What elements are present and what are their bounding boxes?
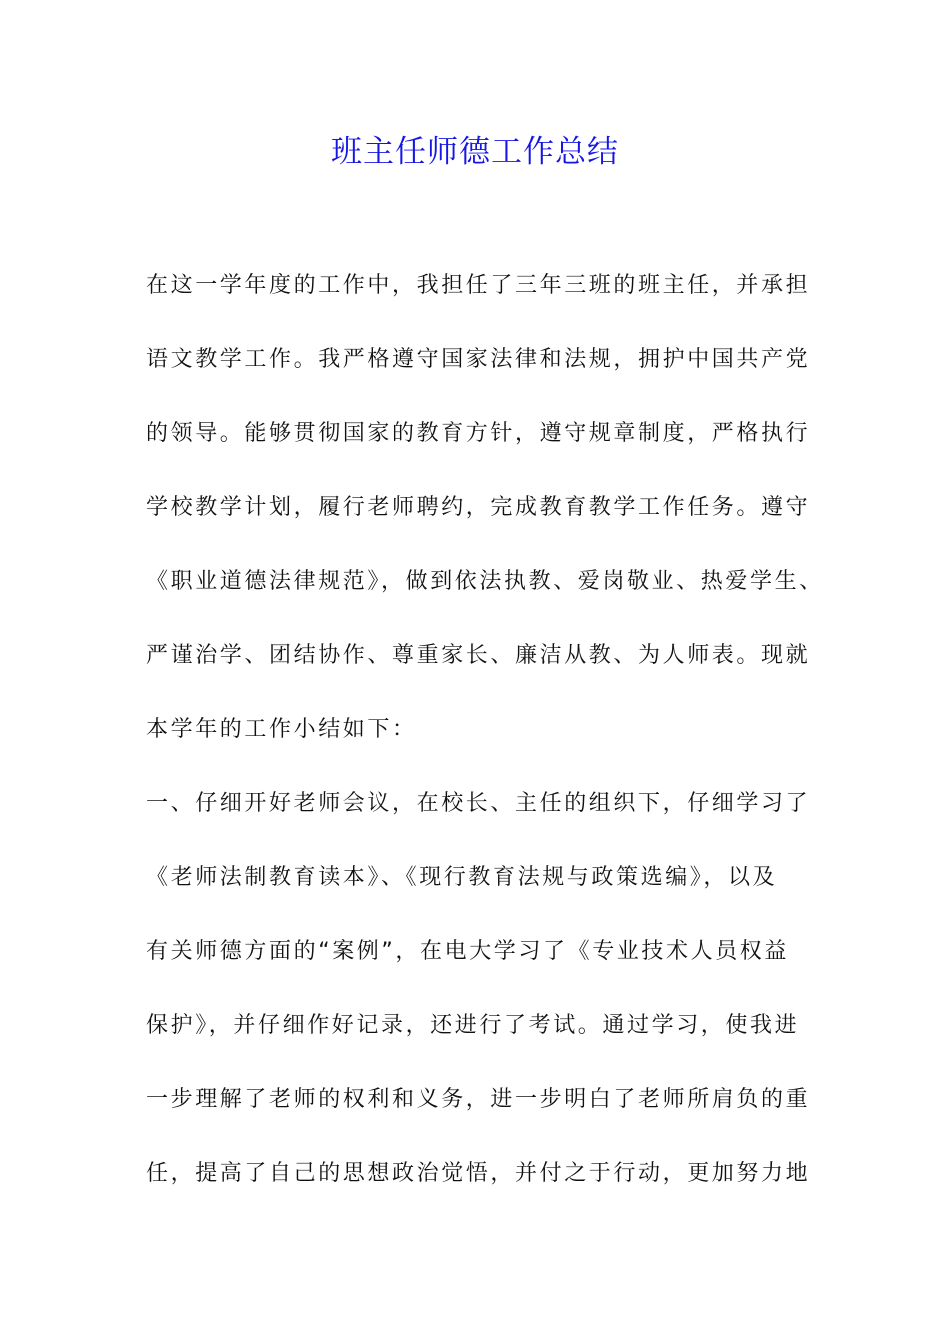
body-line-1: 在这一学年度的工作中，我担任了三年三班的班主任，并承担 [146,273,811,298]
body-line-9: 《老师法制教育读本》、《现行教育法规与政策选编》，以及 [146,865,778,890]
body-line-3: 的领导。能够贯彻国家的教育方针，遵守规章制度，严格执行 [146,421,811,446]
document-title: 班主任师德工作总结 [331,134,619,170]
body-line-12: 一步理解了老师的权利和义务，进一步明白了老师所肩负的重 [146,1087,811,1112]
body-line-4: 学校教学计划，履行老师聘约，完成教育教学工作任务。遵守 [146,495,811,520]
body-line-6: 严谨治学、团结协作、尊重家长、廉洁从教、为人师表。现就 [146,643,811,668]
body-line-13: 任，提高了自己的思想政治觉悟，并付之于行动，更加努力地 [146,1161,811,1186]
body-line-7: 本学年的工作小结如下： [146,717,417,742]
body-line-11: 保护》，并仔细作好记录，还进行了考试。通过学习，使我进 [146,1013,800,1038]
body-line-5: 《职业道德法律规范》，做到依法执教、爱岗敬业、热爱学生、 [146,569,824,594]
document-body [146,262,826,1224]
body-line-10: 有关师德方面的“案例”，在电大学习了《专业技术人员权益 [146,939,789,964]
body-line-8: 一、仔细开好老师会议，在校长、主任的组织下，仔细学习了 [146,791,811,816]
body-line-2: 语文教学工作。我严格遵守国家法律和法规，拥护中国共产党 [146,347,811,372]
